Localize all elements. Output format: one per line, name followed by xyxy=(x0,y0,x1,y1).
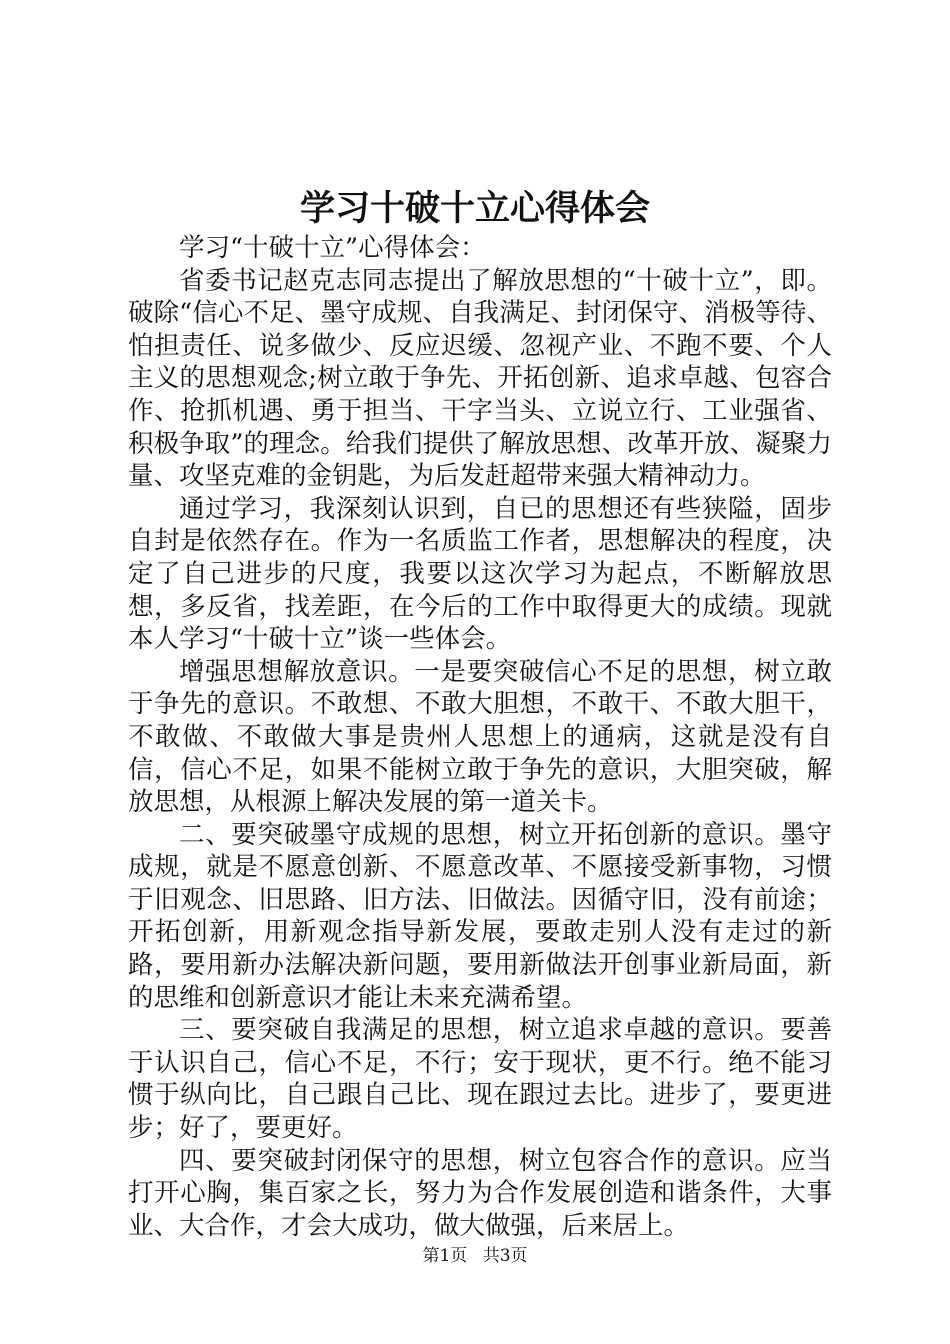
paragraph-5: 二、要突破墨守成规的思想，树立开拓创新的意识。墨守成规，就是不愿意创新、不愿意改革、不愿接受新事物，习惯于旧观念、旧思路、旧方法、旧做法。因循守旧，没有前途；开拓创新，用新观念指导新发展，要敢走别人没有走过的新路，要用新办法解决新问题，要用新做法开创事业新局面，新的思维和创新意识才能让未来充满希望。 xyxy=(128,819,832,1013)
paragraph-4: 增强思想解放意识。一是要突破信心不足的思想，树立敢于争先的意识。不敢想、不敢大胆想，不敢干、不敢大胆干，不敢做、不敢做大事是贵州人思想上的通病，这就是没有自信，信心不足，如果不能树立敢于争先的意识，大胆突破，解放思想，从根源上解决发展的第一道关卡。 xyxy=(128,656,832,818)
paragraph-3: 通过学习，我深刻认识到，自已的思想还有些狭隘，固步自封是依然存在。作为一名质监工作者，思想解决的程度，决定了自己进步的尺度，我要以这次学习为起点，不断解放思想，多反省，找差距，在今后的工作中取得更大的成绩。现就本人学习“十破十立”谈一些体会。 xyxy=(128,493,832,655)
paragraph-2: 省委书记赵克志同志提出了解放思想的“十破十立”，即。破除“信心不足、墨守成规、自我满足、封闭保守、消极等待、怕担责任、说多做少、反应迟缓、忽视产业、不跑不要、个人主义的思想观念;树立敢于争先、开拓创新、追求卓越、包容合作、抢抓机遇、勇于担当、干字当头、立说立行、工业强省、积极争取”的理念。给我们提供了解放思想、改革开放、凝聚力量、攻坚克难的金钥匙，为后发赶超带来强大精神动力。 xyxy=(128,265,832,492)
paragraph-1: 学习“十破十立”心得体会： xyxy=(179,233,486,263)
page-footer xyxy=(0,1244,950,1268)
paragraph-7: 四、要突破封闭保守的思想，树立包容合作的意识。应当打开心胸，集百家之长，努力为合作发展创造和谐条件，大事业、大合作，才会大成功，做大做强，后来居上。 xyxy=(128,1145,832,1241)
paragraph-6: 三、要突破自我满足的思想，树立追求卓越的意识。要善于认识自己，信心不足，不行；安于现状，更不行。绝不能习惯于纵向比，自己跟自己比、现在跟过去比。进步了，要更进步；好了，要更好。 xyxy=(128,1015,832,1144)
page-number: 第1页 xyxy=(422,1246,468,1266)
page-total: 共3页 xyxy=(482,1246,528,1266)
document-body xyxy=(128,232,832,1242)
document-title: 学习十破十立心得体会 xyxy=(299,188,650,229)
